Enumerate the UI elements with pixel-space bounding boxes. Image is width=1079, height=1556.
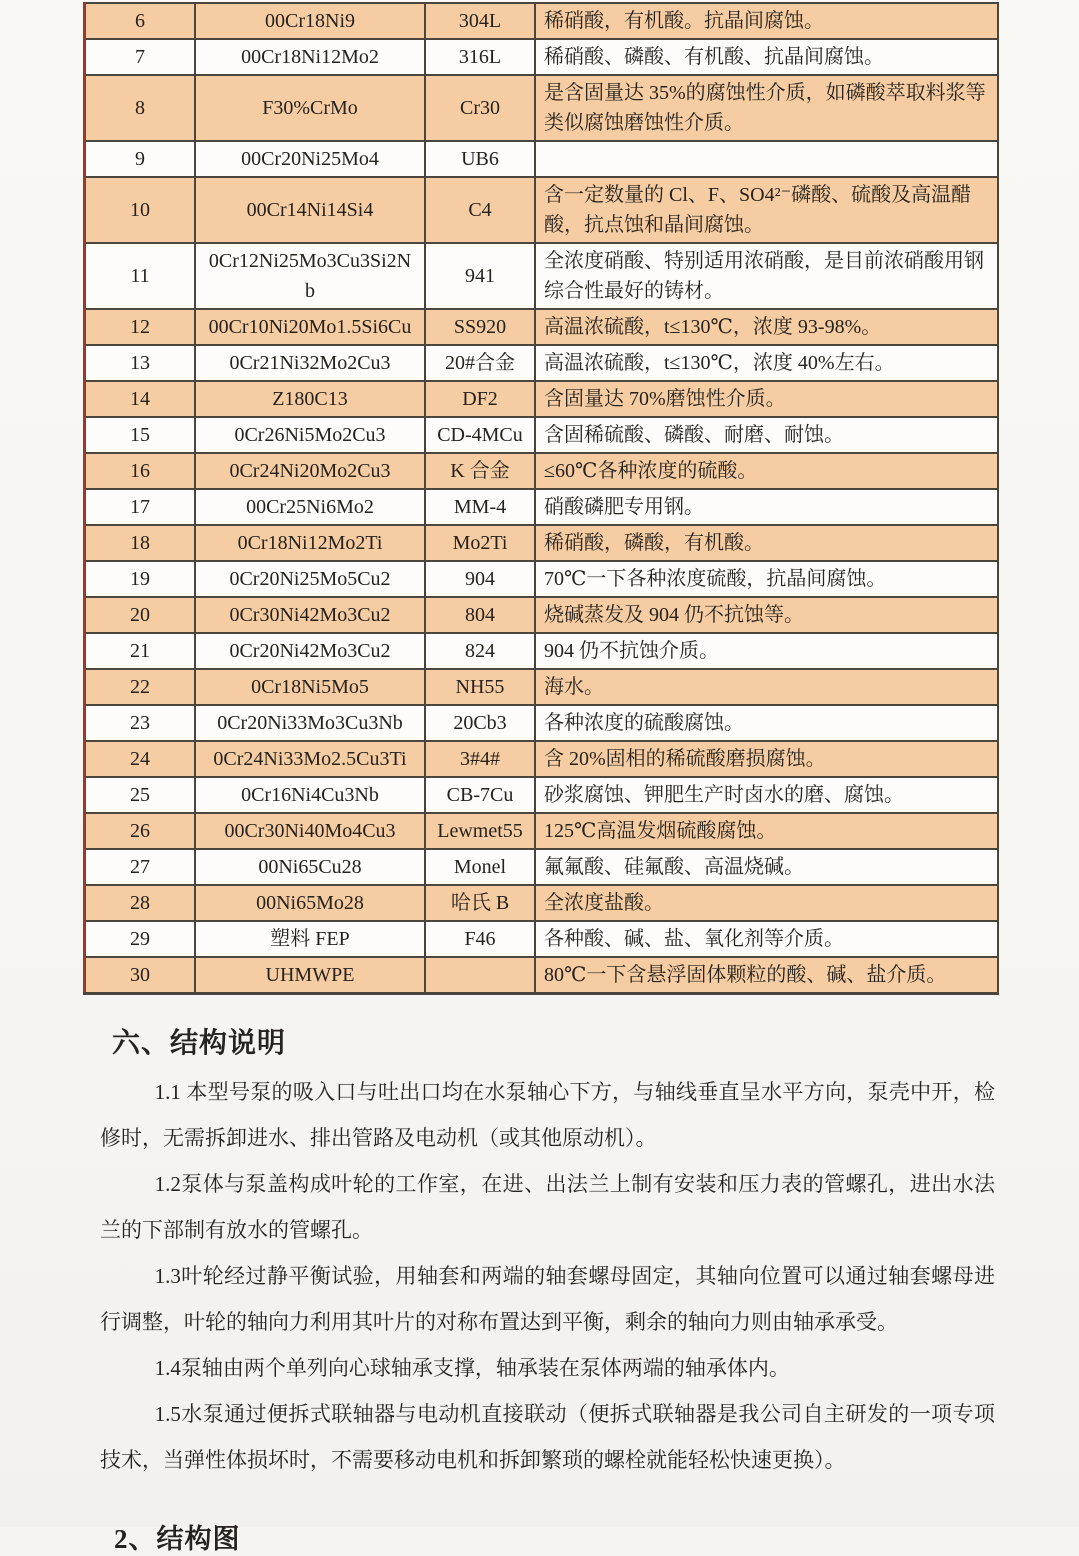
row-number-cell: 19 — [85, 561, 196, 597]
table-row — [85, 561, 999, 597]
table-row — [85, 177, 999, 243]
description-cell: 稀硝酸，磷酸，有机酸。 — [535, 525, 998, 561]
grade-cell: 哈氏 B — [425, 885, 535, 921]
material-cell: 00Cr18Ni9 — [195, 3, 425, 39]
structure-section — [0, 1021, 1079, 1556]
material-cell: 00Cr18Ni12Mo2 — [195, 39, 425, 75]
row-number-cell: 22 — [85, 669, 196, 705]
row-number-cell: 9 — [85, 141, 196, 177]
grade-cell: K 合金 — [425, 453, 535, 489]
table-row — [85, 141, 999, 177]
section-heading: 六、结构说明 — [112, 1028, 287, 1059]
row-number-cell: 26 — [85, 813, 196, 849]
description-cell: 全浓度硝酸、特别适用浓硝酸，是目前浓硝酸用钢综合性最好的铸材。 — [535, 243, 998, 309]
table-row — [85, 39, 999, 75]
grade-cell: 941 — [425, 243, 535, 309]
description-cell: 80℃一下含悬浮固体颗粒的酸、碱、盐介质。 — [535, 957, 998, 994]
table-row — [85, 597, 999, 633]
row-number-cell: 25 — [85, 777, 196, 813]
table-row — [85, 309, 999, 345]
table-row — [85, 243, 999, 309]
grade-cell: 3#4# — [425, 741, 535, 777]
description-cell: 各种酸、碱、盐、氧化剂等介质。 — [535, 921, 998, 957]
row-number-cell: 29 — [85, 921, 196, 957]
paragraph-1-4: 1.4泵轴由两个单列向心球轴承支撑，轴承装在泵体两端的轴承体内。 — [154, 1356, 790, 1380]
table-row — [85, 489, 999, 525]
material-cell: UHMWPE — [195, 957, 425, 994]
description-cell: 含一定数量的 Cl、F、SO4²⁻磷酸、硫酸及高温醋酸，抗点蚀和晶间腐蚀。 — [535, 177, 998, 243]
material-cell: 00Ni65Cu28 — [195, 849, 425, 885]
row-number-cell: 16 — [85, 453, 196, 489]
grade-cell: 20Cb3 — [425, 705, 535, 741]
paragraph-1-2: 1.2泵体与泵盖构成叶轮的工作室，在进、出法兰上制有安装和压力表的管螺孔，进出水法兰的下部制有放水的管螺孔。 — [100, 1172, 995, 1242]
material-cell: 00Cr10Ni20Mo1.5Si6Cu — [195, 309, 425, 345]
paragraph-1-5: 1.5水泵通过便拆式联轴器与电动机直接联动（便拆式联轴器是我公司自主研发的一项专项技术，当弹性体损坏时，不需要移动电机和拆卸繁琐的螺栓就能轻松快速更换）。 — [100, 1402, 995, 1472]
table-row — [85, 381, 999, 417]
description-cell: 125℃高温发烟硫酸腐蚀。 — [535, 813, 998, 849]
row-number-cell: 24 — [85, 741, 196, 777]
material-table-body — [85, 3, 999, 994]
row-number-cell: 14 — [85, 381, 196, 417]
grade-cell: 316L — [425, 39, 535, 75]
grade-cell: Cr30 — [425, 75, 535, 141]
table-row — [85, 741, 999, 777]
material-cell: 0Cr20Ni42Mo3Cu2 — [195, 633, 425, 669]
table-row — [85, 525, 999, 561]
description-cell: 砂浆腐蚀、钾肥生产时卤水的磨、腐蚀。 — [535, 777, 998, 813]
table-row — [85, 453, 999, 489]
material-cell: 00Cr30Ni40Mo4Cu3 — [195, 813, 425, 849]
material-cell: 00Cr14Ni14Si4 — [195, 177, 425, 243]
grade-cell: 20#合金 — [425, 345, 535, 381]
paragraph-1-1: 1.1 本型号泵的吸入口与吐出口均在水泵轴心下方，与轴线垂直呈水平方向，泵壳中开，检修时，无需拆卸进水、排出管路及电动机（或其他原动机）。 — [100, 1080, 995, 1150]
grade-cell: 304L — [425, 3, 535, 39]
grade-cell: 804 — [425, 597, 535, 633]
description-cell: 高温浓硫酸，t≤130℃，浓度 40%左右。 — [535, 345, 998, 381]
row-number-cell: 21 — [85, 633, 196, 669]
table-row — [85, 849, 999, 885]
material-cell: 0Cr21Ni32Mo2Cu3 — [195, 345, 425, 381]
grade-cell: CB-7Cu — [425, 777, 535, 813]
grade-cell: MM-4 — [425, 489, 535, 525]
grade-cell: 824 — [425, 633, 535, 669]
description-cell: ≤60℃各种浓度的硫酸。 — [535, 453, 998, 489]
grade-cell: Mo2Ti — [425, 525, 535, 561]
table-row — [85, 705, 999, 741]
material-cell: 00Ni65Mo28 — [195, 885, 425, 921]
material-cell: 0Cr16Ni4Cu3Nb — [195, 777, 425, 813]
table-row — [85, 75, 999, 141]
row-number-cell: 12 — [85, 309, 196, 345]
material-cell: 0Cr18Ni12Mo2Ti — [195, 525, 425, 561]
table-row — [85, 921, 999, 957]
grade-cell: 904 — [425, 561, 535, 597]
grade-cell: DF2 — [425, 381, 535, 417]
grade-cell — [425, 957, 535, 994]
description-cell: 硝酸磷肥专用钢。 — [535, 489, 998, 525]
row-number-cell: 27 — [85, 849, 196, 885]
material-cell: 0Cr24Ni20Mo2Cu3 — [195, 453, 425, 489]
description-cell: 海水。 — [535, 669, 998, 705]
description-cell: 高温浓硫酸，t≤130℃，浓度 93-98%。 — [535, 309, 998, 345]
row-number-cell: 7 — [85, 39, 196, 75]
material-cell: 0Cr18Ni5Mo5 — [195, 669, 425, 705]
row-number-cell: 13 — [85, 345, 196, 381]
description-cell: 稀硝酸，有机酸。抗晶间腐蚀。 — [535, 3, 998, 39]
table-row — [85, 777, 999, 813]
grade-cell: CD-4MCu — [425, 417, 535, 453]
structure-diagram-heading: 2、结构图 — [114, 1524, 241, 1554]
row-number-cell: 23 — [85, 705, 196, 741]
description-cell: 904 仍不抗蚀介质。 — [535, 633, 998, 669]
description-cell: 稀硝酸、磷酸、有机酸、抗晶间腐蚀。 — [535, 39, 998, 75]
row-number-cell: 6 — [85, 3, 196, 39]
description-cell: 烧碱蒸发及 904 仍不抗蚀等。 — [535, 597, 998, 633]
grade-cell: Lewmet55 — [425, 813, 535, 849]
description-cell: 各种浓度的硫酸腐蚀。 — [535, 705, 998, 741]
material-cell: Z180C13 — [195, 381, 425, 417]
row-number-cell: 28 — [85, 885, 196, 921]
material-cell: 0Cr12Ni25Mo3Cu3Si2Nb — [195, 243, 425, 309]
row-number-cell: 11 — [85, 243, 196, 309]
table-row — [85, 669, 999, 705]
description-cell: 含固稀硫酸、磷酸、耐磨、耐蚀。 — [535, 417, 998, 453]
row-number-cell: 17 — [85, 489, 196, 525]
table-row — [85, 345, 999, 381]
table-row — [85, 813, 999, 849]
paragraph-1-3: 1.3叶轮经过静平衡试验，用轴套和两端的轴套螺母固定，其轴向位置可以通过轴套螺母进行调整，叶轮的轴向力利用其叶片的对称布置达到平衡，剩余的轴向力则由轴承承受。 — [100, 1264, 995, 1334]
row-number-cell: 18 — [85, 525, 196, 561]
table-row — [85, 633, 999, 669]
description-cell — [535, 141, 998, 177]
row-number-cell: 30 — [85, 957, 196, 994]
description-cell: 含固量达 70%磨蚀性介质。 — [535, 381, 998, 417]
material-cell: 0Cr20Ni25Mo5Cu2 — [195, 561, 425, 597]
material-cell: F30%CrMo — [195, 75, 425, 141]
material-cell: 00Cr20Ni25Mo4 — [195, 141, 425, 177]
row-number-cell: 8 — [85, 75, 196, 141]
description-cell: 全浓度盐酸。 — [535, 885, 998, 921]
material-cell: 塑料 FEP — [195, 921, 425, 957]
material-cell: 0Cr20Ni33Mo3Cu3Nb — [195, 705, 425, 741]
table-row — [85, 417, 999, 453]
description-cell: 是含固量达 35%的腐蚀性介质，如磷酸萃取料浆等类似腐蚀磨蚀性介质。 — [535, 75, 998, 141]
table-row — [85, 957, 999, 994]
material-table — [83, 2, 999, 995]
row-number-cell: 20 — [85, 597, 196, 633]
description-cell: 70℃一下各种浓度硫酸，抗晶间腐蚀。 — [535, 561, 998, 597]
grade-cell: Monel — [425, 849, 535, 885]
description-cell: 含 20%固相的稀硫酸磨损腐蚀。 — [535, 741, 998, 777]
material-cell: 00Cr25Ni6Mo2 — [195, 489, 425, 525]
table-row — [85, 3, 999, 39]
grade-cell: NH55 — [425, 669, 535, 705]
material-cell: 0Cr30Ni42Mo3Cu2 — [195, 597, 425, 633]
grade-cell: SS920 — [425, 309, 535, 345]
row-number-cell: 10 — [85, 177, 196, 243]
description-cell: 氟氟酸、硅氟酸、高温烧碱。 — [535, 849, 998, 885]
material-cell: 0Cr26Ni5Mo2Cu3 — [195, 417, 425, 453]
grade-cell: C4 — [425, 177, 535, 243]
row-number-cell: 15 — [85, 417, 196, 453]
material-cell: 0Cr24Ni33Mo2.5Cu3Ti — [195, 741, 425, 777]
grade-cell: UB6 — [425, 141, 535, 177]
grade-cell: F46 — [425, 921, 535, 957]
table-row — [85, 885, 999, 921]
